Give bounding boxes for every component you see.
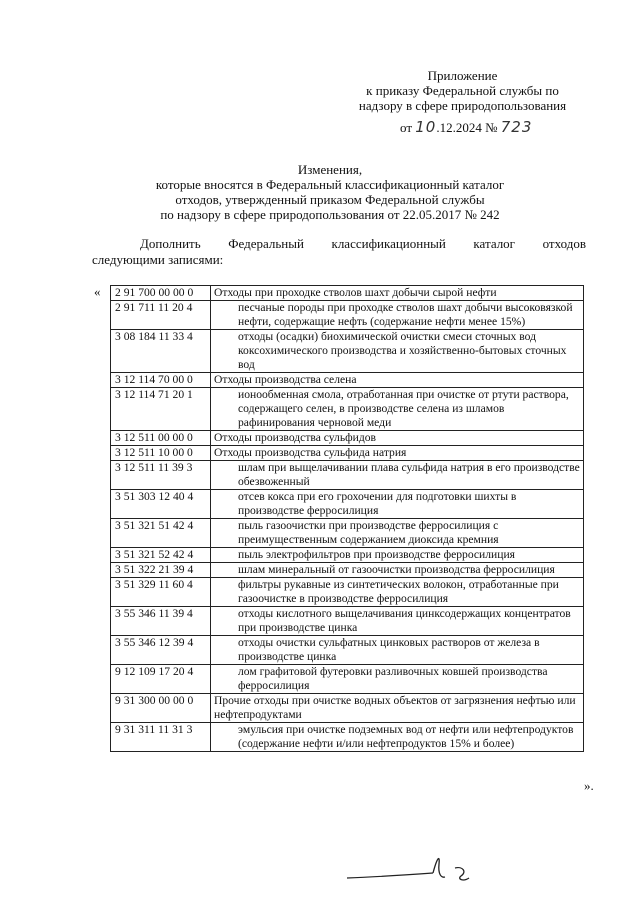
table-row: [111, 519, 584, 548]
order-date-line: [400, 118, 532, 136]
waste-description: отсев кокса при его грохочении для подготовки шихты в производстве ферросилиция: [211, 490, 584, 519]
waste-code: 3 08 184 11 33 4: [111, 330, 211, 373]
table-row: [111, 461, 584, 490]
opening-quote: «: [94, 284, 101, 299]
waste-code: 3 12 114 71 20 1: [111, 388, 211, 431]
appendix-title: Приложение: [427, 68, 498, 83]
waste-codes-body: [111, 286, 584, 752]
intro-line-1: [92, 236, 586, 252]
intro-word: отходов: [542, 236, 586, 251]
waste-code: 3 51 303 12 40 4: [111, 490, 211, 519]
waste-description: ионообменная смола, отработанная при очистке от ртути раствора, содержащего селен, в производстве селена из шламов рафинирования черновой меди: [211, 388, 584, 431]
table-row: [111, 431, 584, 446]
table-row: [111, 286, 584, 301]
changes-line-2: которые вносятся в Федеральный классификационный каталог: [155, 177, 505, 192]
waste-description: Отходы производства селена: [211, 373, 584, 388]
table-row: [111, 446, 584, 461]
waste-code: 3 55 346 11 39 4: [111, 607, 211, 636]
table-row: [111, 490, 584, 519]
table-row: [111, 563, 584, 578]
waste-code: 3 12 114 70 00 0: [111, 373, 211, 388]
table-row: [111, 301, 584, 330]
waste-description: отходы (осадки) биохимической очистки смеси сточных вод коксохимического производства и хозяйственно-бытовых сточных вод: [211, 330, 584, 373]
date-rest: .12.2024 №: [436, 120, 498, 135]
changes-line-4: по надзору в сфере природопользования от 22.05.2017 № 242: [160, 207, 500, 222]
waste-code: 2 91 711 11 20 4: [111, 301, 211, 330]
waste-description: Прочие отходы при очистке водных объектов от загрязнения нефтью или нефтепродуктами: [211, 694, 584, 723]
waste-description: эмульсия при очистке подземных вод от нефти или нефтепродуктов (содержание нефти и/или нефтепродуктов 15% и более): [211, 723, 584, 752]
intro-paragraph: [92, 236, 586, 268]
waste-description: лом графитовой футеровки разливочных ковшей производства ферросилиция: [211, 665, 584, 694]
waste-code: 2 91 700 00 00 0: [111, 286, 211, 301]
handwritten-day: 10: [415, 118, 437, 136]
waste-code: 3 12 511 00 00 0: [111, 431, 211, 446]
table-row: [111, 548, 584, 563]
table-row: [111, 636, 584, 665]
intro-word: классификационный: [331, 236, 446, 251]
waste-code: 3 12 511 11 39 3: [111, 461, 211, 490]
waste-code: 3 55 346 12 39 4: [111, 636, 211, 665]
waste-description: пыль газоочистки при производстве ферросилиция с преимущественным содержанием диоксида кремния: [211, 519, 584, 548]
waste-description: шлам при выщелачивании плава сульфида натрия в его производстве обезвоженный: [211, 461, 584, 490]
changes-heading: [80, 162, 580, 222]
appendix-line-3: надзору в сфере природопользования: [358, 98, 567, 113]
changes-title: Изменения,: [297, 162, 363, 177]
waste-description: Отходы производства сульфидов: [211, 431, 584, 446]
intro-word: Федеральный: [228, 236, 304, 251]
table-row: [111, 665, 584, 694]
waste-description: Отходы производства сульфида натрия: [211, 446, 584, 461]
waste-description: песчаные породы при проходке стволов шахт добычи высоковязкой нефти, содержащие нефть (содержание нефти менее 15%): [211, 301, 584, 330]
table-row: [111, 607, 584, 636]
table-row: [111, 723, 584, 752]
waste-description: фильтры рукавные из синтетических волокон, отработанные при газоочистке в производстве ферросилиция: [211, 578, 584, 607]
waste-codes-table: [110, 285, 584, 752]
intro-word: Дополнить: [140, 236, 201, 251]
waste-description: пыль электрофильтров при производстве ферросилиция: [211, 548, 584, 563]
waste-description: отходы очистки сульфатных цинковых растворов от железа в производстве цинка: [211, 636, 584, 665]
waste-code: 3 12 511 10 00 0: [111, 446, 211, 461]
changes-line-3: отходов, утвержденный приказом Федеральной службы: [175, 192, 485, 207]
table-row: [111, 330, 584, 373]
date-prefix: от: [400, 120, 413, 135]
appendix-line-2: к приказу Федеральной службы по: [366, 83, 559, 98]
waste-code: 3 51 329 11 60 4: [111, 578, 211, 607]
waste-code: 3 51 322 21 39 4: [111, 563, 211, 578]
intro-line-2: следующими записями:: [92, 252, 224, 267]
table-row: [111, 694, 584, 723]
appendix-header: [330, 68, 595, 113]
waste-code: 3 51 321 52 42 4: [111, 548, 211, 563]
closing-quote: ».: [584, 778, 594, 793]
waste-description: шлам минеральный от газоочистки производства ферросилиция: [211, 563, 584, 578]
table-row: [111, 388, 584, 431]
waste-code: 9 31 300 00 00 0: [111, 694, 211, 723]
waste-code: 3 51 321 51 42 4: [111, 519, 211, 548]
waste-description: Отходы при проходке стволов шахт добычи сырой нефти: [211, 286, 584, 301]
table-row: [111, 373, 584, 388]
handwritten-number: 723: [500, 118, 533, 136]
waste-code: 9 12 109 17 20 4: [111, 665, 211, 694]
signature-mark: [345, 848, 505, 888]
waste-code: 9 31 311 11 31 3: [111, 723, 211, 752]
waste-description: отходы кислотного выщелачивания цинксодержащих концентратов при производстве цинка: [211, 607, 584, 636]
table-row: [111, 578, 584, 607]
intro-word: каталог: [473, 236, 516, 251]
